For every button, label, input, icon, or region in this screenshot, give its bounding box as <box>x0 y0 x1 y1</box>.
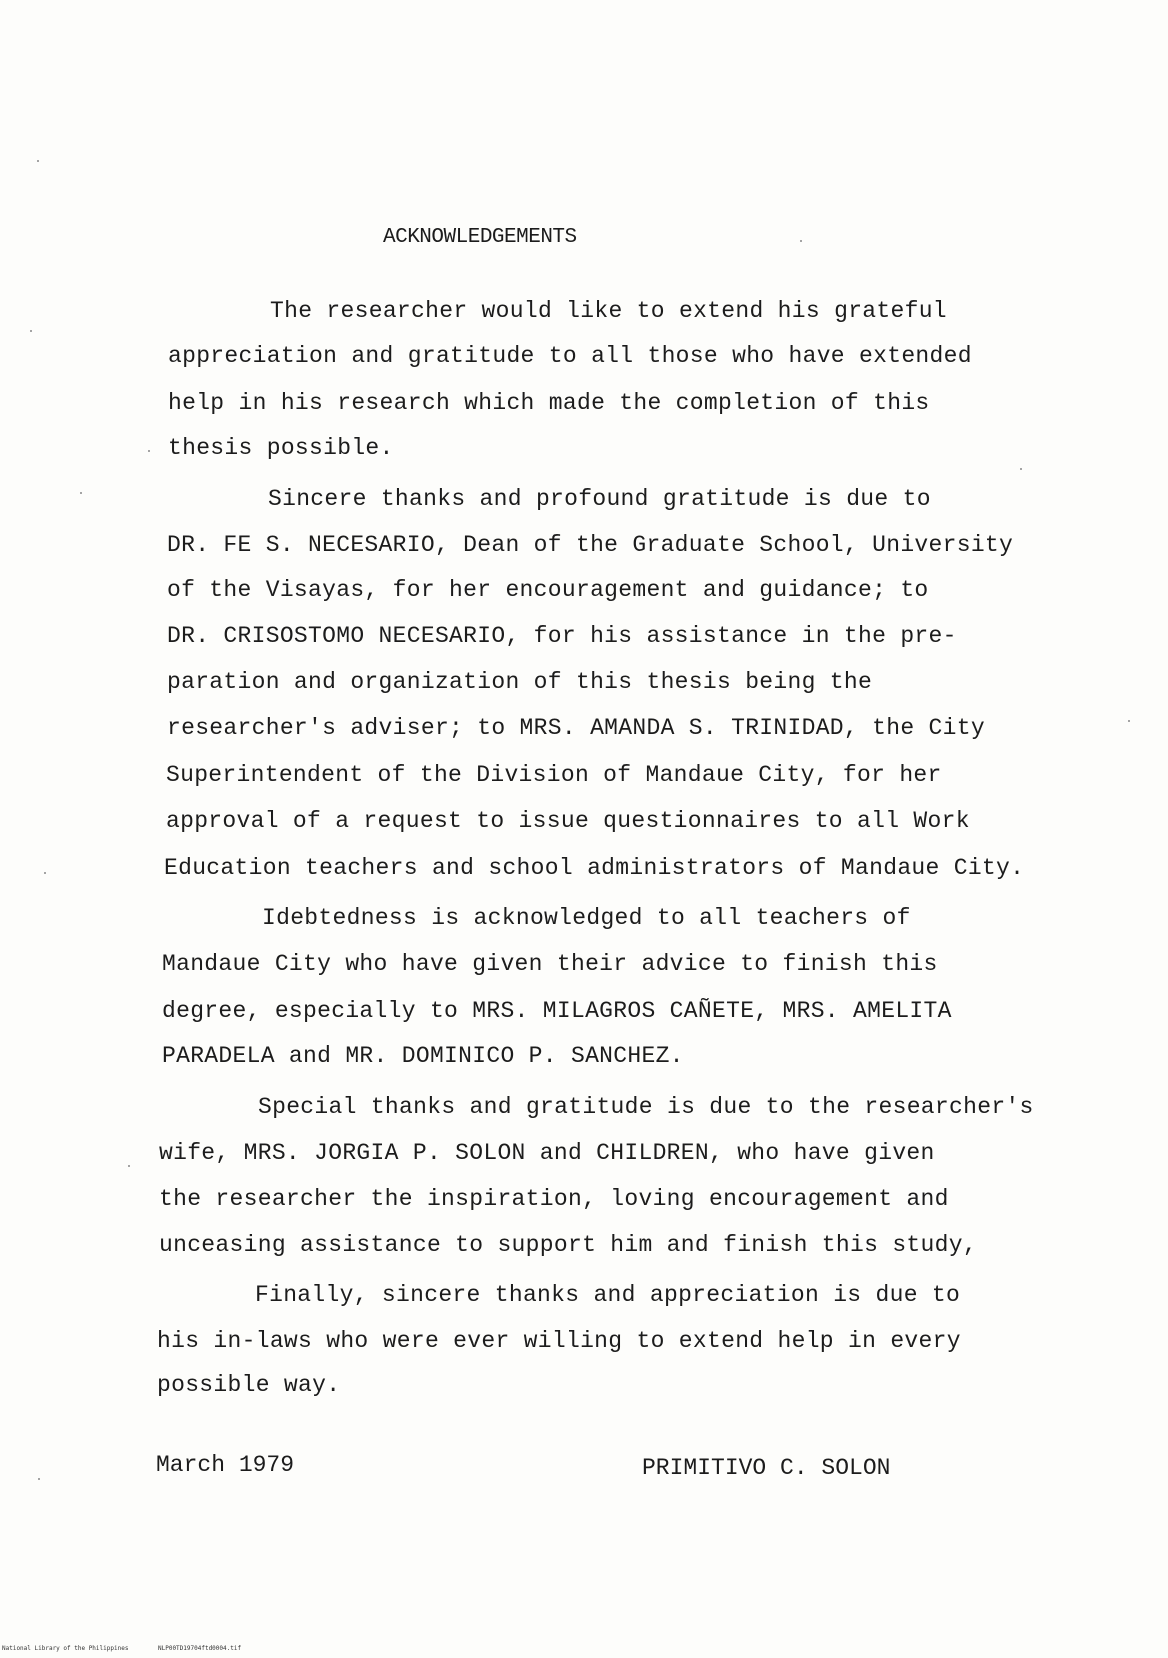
text-line: the researcher the inspiration, loving encouragement and <box>159 1186 949 1212</box>
text-line: degree, especially to MRS. MILAGROS CAÑETE, MRS. AMELITA <box>162 998 952 1024</box>
text-line: thesis possible. <box>168 435 394 461</box>
scan-speck <box>44 872 46 874</box>
text-line: paration and organization of this thesis being the <box>167 669 873 695</box>
scan-speck <box>1128 720 1130 722</box>
text-line: Finally, sincere thanks and appreciation is due to <box>255 1282 961 1308</box>
text-line: unceasing assistance to support him and finish this study, <box>159 1232 977 1258</box>
scan-speck <box>148 450 150 452</box>
document-date: March 1979 <box>156 1452 295 1478</box>
scan-speck <box>800 240 802 242</box>
text-line: possible way. <box>157 1372 341 1398</box>
text-line: Special thanks and gratitude is due to the researcher's <box>258 1094 1034 1120</box>
text-line: of the Visayas, for her encouragement and guidance; to <box>167 577 929 603</box>
scan-file-label: NLP00TD19704ftd0004.tif <box>158 1645 242 1652</box>
scan-speck <box>128 1165 130 1167</box>
text-line: Mandaue City who have given their advice to finish this <box>162 951 938 977</box>
text-line: Idebtedness is acknowledged to all teachers of <box>262 905 911 931</box>
text-line: wife, MRS. JORGIA P. SOLON and CHILDREN, who have given <box>159 1140 935 1166</box>
document-title: ACKNOWLEDGEMENTS <box>383 226 577 249</box>
text-line: PARADELA and MR. DOMINICO P. SANCHEZ. <box>162 1043 684 1069</box>
scan-library-label: National Library of the Philippines <box>2 1645 129 1652</box>
text-line: DR. CRISOSTOMO NECESARIO, for his assistance in the pre- <box>167 623 957 649</box>
text-line: Education teachers and school administrators of Mandaue City. <box>164 855 1025 881</box>
document-author: PRIMITIVO C. SOLON <box>642 1455 891 1481</box>
text-line: appreciation and gratitude to all those who have extended <box>168 343 972 369</box>
text-line: Sincere thanks and profound gratitude is due to <box>268 486 931 512</box>
scan-speck <box>80 492 82 494</box>
scan-speck <box>30 330 32 332</box>
text-line: his in-laws who were ever willing to extend help in every <box>157 1328 961 1354</box>
text-line: The researcher would like to extend his grateful <box>270 298 947 324</box>
scan-speck <box>1020 468 1022 470</box>
text-line: DR. FE S. NECESARIO, Dean of the Graduate School, University <box>167 532 1014 558</box>
text-line: help in his research which made the completion of this <box>168 390 930 416</box>
scan-speck <box>37 160 39 162</box>
text-line: Superintendent of the Division of Mandaue City, for her <box>166 762 942 788</box>
scan-speck <box>38 1478 40 1480</box>
text-line: researcher's adviser; to MRS. AMANDA S. TRINIDAD, the City <box>167 715 985 741</box>
text-line: approval of a request to issue questionnaires to all Work <box>166 808 970 834</box>
